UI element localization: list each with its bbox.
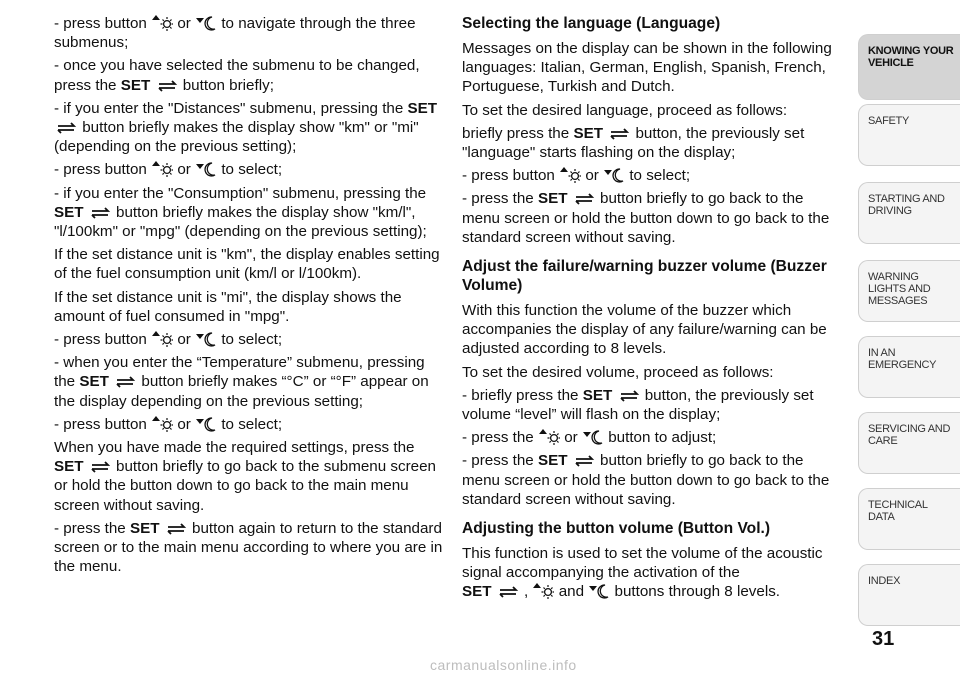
paragraph (54, 184, 444, 242)
set-return-arrow-icon (572, 192, 596, 206)
tab-label: TECHNICAL DATA (868, 499, 928, 523)
text: button, the previously set volume “level” will flash on the display; (462, 386, 814, 424)
text: button briefly; (182, 76, 274, 94)
text: button briefly makes the display show "km/l", "l/100km" or "mpg" (depending on the previous setting); (54, 203, 427, 241)
paragraph (54, 438, 444, 515)
text: - press button (54, 415, 147, 433)
set-return-arrow-icon (54, 121, 78, 135)
tab-warning-lights-and-messages[interactable] (858, 260, 960, 322)
set-return-arrow-icon (155, 79, 179, 93)
tab-label: STARTING AND DRIVING (868, 193, 945, 217)
text: to select; (221, 331, 283, 349)
paragraph: If the set distance unit is "km", the display enables setting of the fuel consumption unit (km/l or l/100km). (54, 246, 440, 283)
down-arrow-moon-icon (582, 429, 604, 445)
tab-label: INDEX (868, 575, 901, 587)
set-return-arrow-icon (88, 206, 112, 220)
text: button briefly to go back to the menu screen or hold the button down to go back to the standard screen without saving. (462, 452, 830, 508)
text: or (177, 15, 191, 32)
tab-knowing-your-vehicle[interactable] (858, 34, 960, 100)
text: - if you enter the "Consumption" submenu, pressing the (54, 184, 427, 202)
down-arrow-moon-icon (588, 583, 610, 599)
paragraph (462, 166, 842, 185)
text: - press button (54, 15, 147, 32)
down-arrow-moon-icon (195, 161, 217, 177)
tab-label: SAFETY (868, 115, 909, 127)
up-arrow-sun-icon (151, 161, 173, 177)
set-label: SET (537, 452, 568, 470)
text: button briefly makes the display show "km" or "mi" (depending on the previous setting); (54, 119, 419, 156)
tab-index[interactable] (858, 564, 960, 626)
set-label: SET (573, 124, 603, 142)
text: or (177, 161, 191, 179)
set-label: SET (54, 458, 84, 476)
paragraph (54, 99, 444, 157)
text: briefly press the (462, 124, 570, 142)
tab-technical-data[interactable] (858, 488, 960, 550)
paragraph (462, 428, 842, 447)
set-label: SET (462, 583, 492, 601)
text: button briefly to go back to the menu screen or hold the button down to go back to the standard screen without saving. (462, 190, 830, 246)
paragraph: This function is used to set the volume of the acoustic signal accompanying the activation of the (462, 545, 823, 582)
paragraph: Messages on the display can be shown in the following languages: Italian, German, English, Spanish, French, Portuguese, Turkish and Dutch. (462, 40, 832, 96)
section-heading: Selecting the language (Language) (462, 15, 721, 32)
set-label: SET (537, 190, 568, 208)
tab-in-an-emergency[interactable] (858, 336, 960, 398)
paragraph (54, 160, 444, 179)
text: - press button (54, 331, 147, 349)
set-return-arrow-icon (496, 585, 520, 599)
text: and (558, 583, 585, 601)
paragraph: To set the desired volume, proceed as follows: (462, 363, 774, 381)
set-label: SET (582, 386, 613, 404)
paragraph (462, 451, 842, 509)
paragraph (462, 582, 842, 601)
chapter-tabs (858, 0, 960, 678)
paragraph (462, 189, 842, 247)
text: - press the (54, 519, 126, 537)
section-heading: Adjust the failure/warning buzzer volume (Buzzer Volume) (462, 258, 827, 295)
text: - if you enter the "Distances" submenu, pressing the (54, 99, 404, 117)
tab-label: KNOWING YOUR VEHICLE (868, 45, 954, 69)
tab-label: IN AN EMERGENCY (868, 347, 937, 371)
paragraph (54, 415, 444, 434)
text: button again to return to the standard screen or to the main menu according to where you are in the menu. (54, 519, 443, 576)
paragraph (54, 330, 444, 349)
tab-label: WARNING LIGHTS AND MESSAGES (868, 271, 931, 307)
text: button to adjust; (608, 429, 717, 447)
set-return-arrow-icon (164, 522, 188, 536)
paragraph: If the set distance unit is "mi", the display shows the amount of fuel consumed in "mpg". (54, 288, 402, 325)
text: - press the (462, 452, 534, 470)
text: to navigate through the three submenus; (54, 15, 416, 52)
text: button briefly makes “°C” or “°F” appear on the display depending on the previous setting; (54, 373, 429, 410)
set-label: SET (407, 99, 438, 117)
paragraph (54, 14, 444, 52)
set-label: SET (79, 373, 109, 391)
text: , (524, 583, 529, 601)
text: or (177, 331, 191, 349)
text: - when you enter the “Temperature” submenu, pressing the (54, 354, 425, 391)
left-column (54, 14, 444, 580)
tab-servicing-and-care[interactable] (858, 412, 960, 474)
text: to select; (629, 167, 691, 185)
text: - press the (462, 429, 534, 447)
down-arrow-moon-icon (195, 15, 217, 31)
set-return-arrow-icon (88, 460, 112, 474)
down-arrow-moon-icon (195, 331, 217, 347)
text: to select; (221, 161, 283, 179)
text: button briefly to go back to the submenu screen or hold the button down to go back to the main menu screen without saving. (54, 458, 436, 514)
set-return-arrow-icon (113, 375, 137, 389)
page-number: 31 (872, 628, 895, 650)
tab-safety[interactable] (858, 104, 960, 166)
set-return-arrow-icon (617, 389, 641, 403)
text: - once you have selected the submenu to be changed, press the (54, 57, 420, 94)
section-heading: Adjusting the button volume (Button Vol.) (462, 520, 771, 538)
up-arrow-sun-icon (538, 429, 560, 445)
paragraph (462, 386, 842, 424)
paragraph (54, 56, 444, 94)
text: or (177, 415, 191, 433)
text: to select; (221, 415, 283, 433)
text: - press button (462, 167, 555, 185)
up-arrow-sun-icon (151, 331, 173, 347)
up-arrow-sun-icon (151, 416, 173, 432)
down-arrow-moon-icon (603, 167, 625, 183)
text: - press button (54, 161, 147, 179)
text: buttons through 8 levels. (614, 583, 781, 601)
text: or (585, 167, 599, 185)
set-label: SET (120, 76, 151, 94)
text: - press the (462, 190, 534, 208)
watermark: carmanualsonline.info (430, 657, 577, 673)
text: - briefly press the (462, 386, 579, 404)
set-label: SET (54, 203, 84, 221)
text: button, the previously set "language" starts flashing on the display; (462, 124, 805, 162)
paragraph (54, 519, 444, 577)
up-arrow-sun-icon (151, 15, 173, 31)
text: When you have made the required settings, press the (54, 439, 415, 457)
tab-starting-and-driving[interactable] (858, 182, 960, 244)
set-return-arrow-icon (607, 127, 631, 141)
text: or (564, 429, 578, 447)
paragraph (462, 124, 842, 162)
set-return-arrow-icon (572, 454, 596, 468)
up-arrow-sun-icon (559, 167, 581, 183)
paragraph: With this function the volume of the buzzer which accompanies the display of any failure/warning can be adjusted according to 8 levels. (462, 302, 827, 358)
paragraph (54, 353, 444, 411)
paragraph: To set the desired language, proceed as follows: (462, 101, 788, 119)
down-arrow-moon-icon (195, 416, 217, 432)
up-arrow-sun-icon (532, 583, 554, 599)
right-column (462, 14, 842, 606)
tab-label: SERVICING AND CARE (868, 423, 951, 447)
set-label: SET (129, 519, 160, 537)
